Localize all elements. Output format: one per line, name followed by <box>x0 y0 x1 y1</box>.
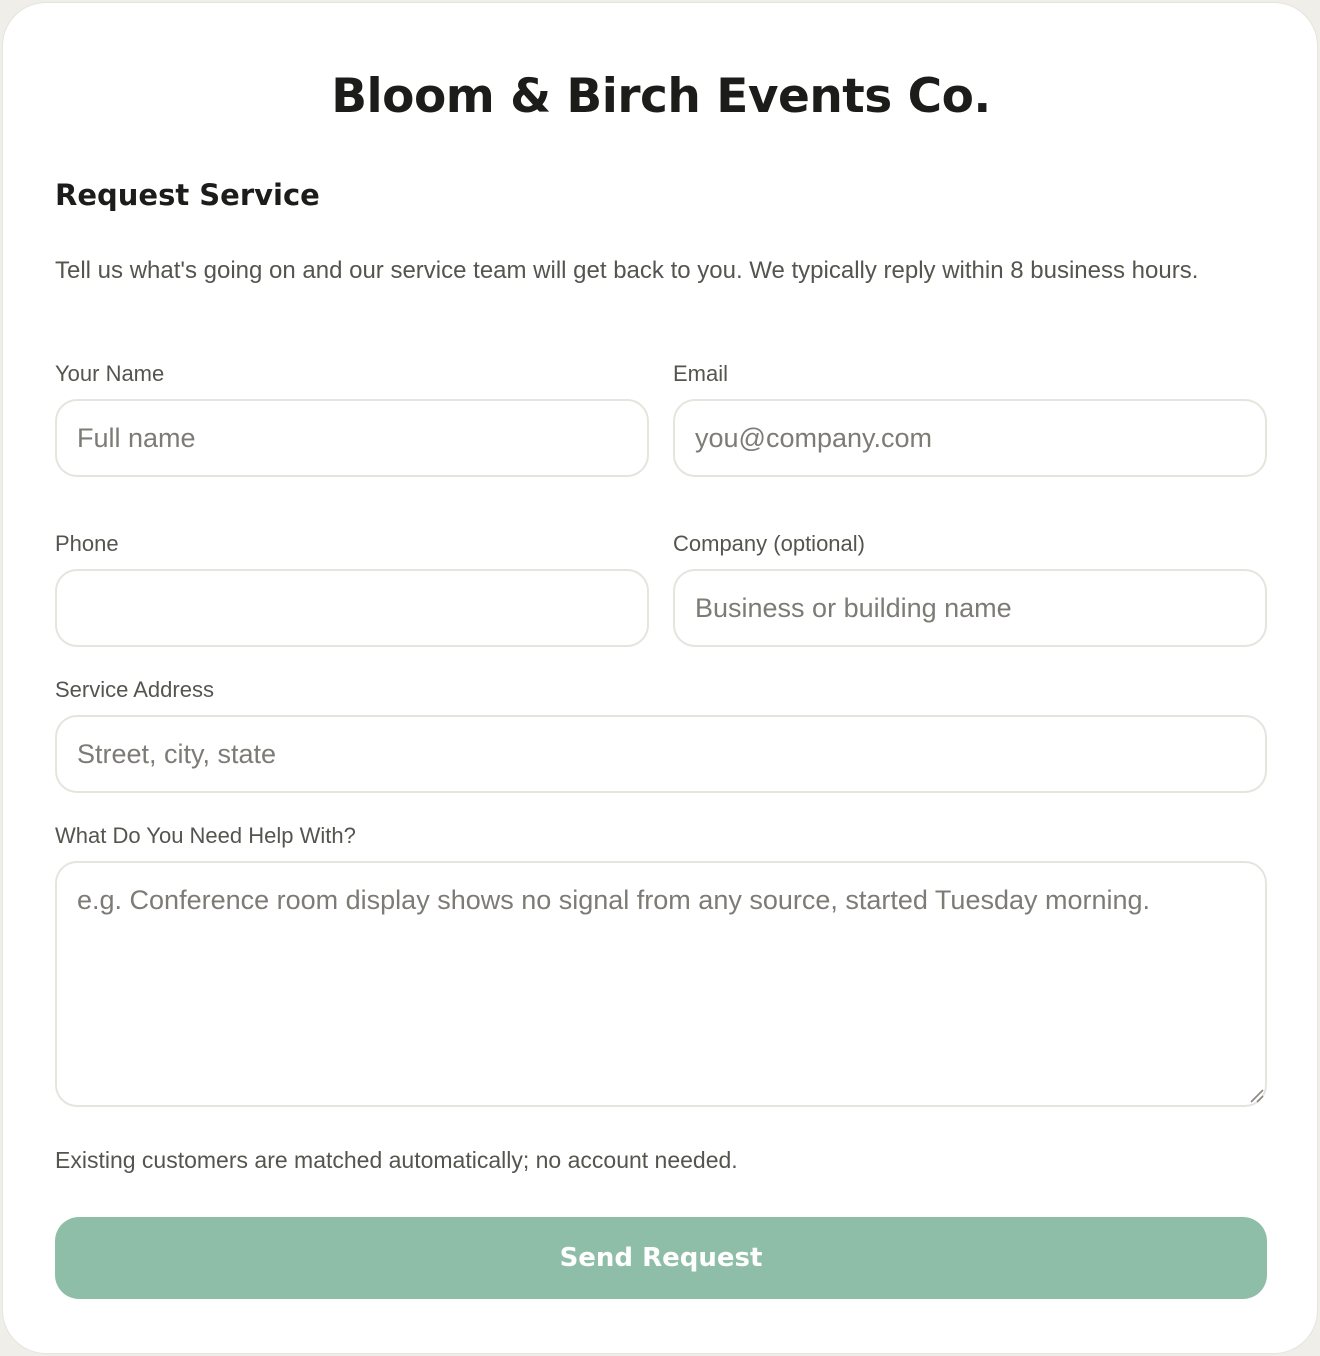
name-input[interactable] <box>55 399 649 477</box>
help-textarea[interactable] <box>55 861 1267 1107</box>
help-label: What Do You Need Help With? <box>55 823 356 848</box>
brand-title: Bloom & Birch Events Co. <box>331 69 991 124</box>
intro-text: Tell us what's going on and our service team will get back to you. We typically reply within 8 business hours. <box>55 257 1199 284</box>
form-title: Request Service <box>55 178 320 212</box>
email-input[interactable] <box>673 399 1267 477</box>
phone-label: Phone <box>55 531 119 556</box>
company-label: Company (optional) <box>673 531 865 556</box>
phone-input[interactable] <box>55 569 649 647</box>
address-input[interactable] <box>55 715 1267 793</box>
account-note: Existing customers are matched automatically; no account needed. <box>55 1147 738 1173</box>
address-label: Service Address <box>55 677 214 702</box>
send-request-button[interactable]: Send Request <box>55 1217 1267 1299</box>
resize-grip-icon[interactable] <box>1248 1087 1264 1103</box>
company-input[interactable] <box>673 569 1267 647</box>
name-label: Your Name <box>55 361 165 386</box>
request-service-card <box>2 2 1318 1354</box>
email-label: Email <box>673 361 729 386</box>
